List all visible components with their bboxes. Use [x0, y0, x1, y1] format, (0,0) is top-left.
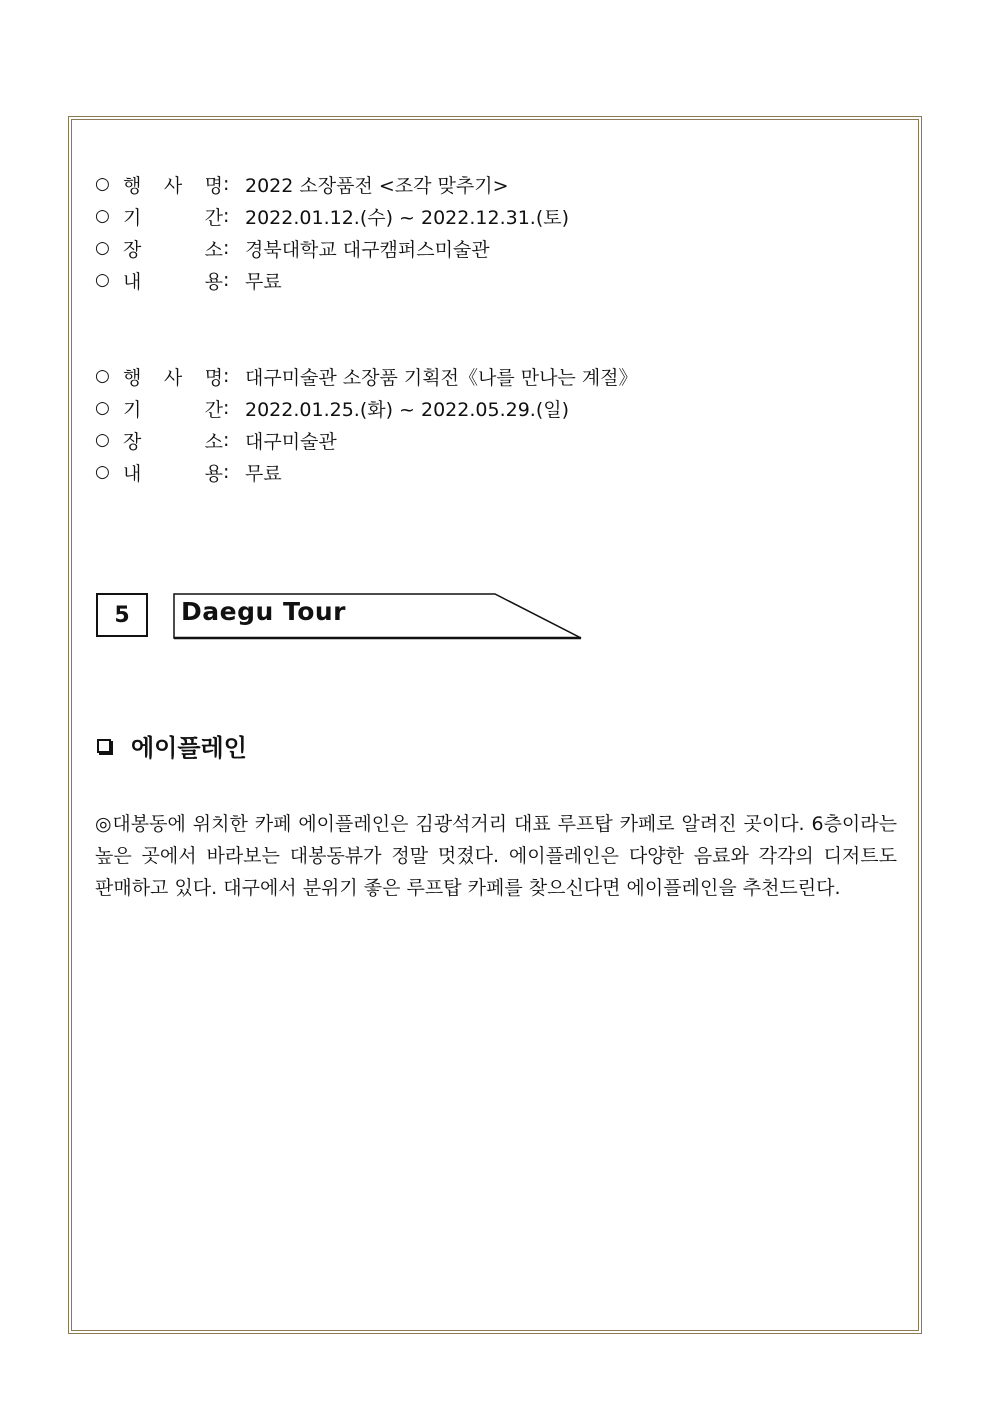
event-row-name: [95, 360, 638, 392]
row-label: 기 간: [123, 206, 223, 229]
circle-bullet-icon: ○: [95, 270, 110, 290]
event-row-place: [95, 424, 638, 456]
row-label: 내 용: [123, 462, 223, 485]
event-period-value: 2022.01.25.(화) ~ 2022.05.29.(일): [245, 398, 570, 421]
row-colon: :: [223, 205, 230, 227]
section-number: 5: [114, 602, 130, 628]
event-place-value: 경북대학교 대구캠퍼스미술관: [245, 238, 490, 261]
square-bullet-icon: [97, 739, 111, 753]
event-info-block-2: [95, 360, 638, 488]
event-name-value: 2022 소장품전 <조각 맞추기>: [245, 174, 509, 197]
circle-bullet-icon: ○: [95, 174, 110, 194]
event-row-period: [95, 200, 569, 232]
row-label: 장 소: [123, 238, 223, 261]
circle-bullet-icon: ○: [95, 366, 110, 386]
row-colon: :: [223, 429, 230, 451]
circle-bullet-icon: ○: [95, 462, 110, 482]
event-row-content: [95, 456, 638, 488]
row-label: 내 용: [123, 270, 223, 293]
circle-bullet-icon: ○: [95, 430, 110, 450]
row-colon: :: [223, 173, 230, 195]
event-row-period: [95, 392, 638, 424]
event-row-name: [95, 168, 569, 200]
circle-bullet-icon: ○: [95, 398, 110, 418]
event-content-value: 무료: [245, 270, 282, 293]
event-row-content: [95, 264, 569, 296]
section-title: Daegu Tour: [181, 597, 347, 626]
circle-bullet-icon: ○: [95, 238, 110, 258]
row-label: 행 사 명: [123, 174, 223, 197]
row-colon: :: [223, 269, 230, 291]
event-place-value: 대구미술관: [245, 430, 337, 453]
row-colon: :: [223, 237, 230, 259]
subheading-text: 에이플레인: [131, 734, 247, 762]
description-paragraph: ◎대봉동에 위치한 카페 에이플레인은 김광석거리 대표 루프탑 카페로 알려진 곳이다. 6층이라는 높은 곳에서 바라보는 대봉동뷰가 정말 멋졌다. 에이플레인은 다양한 음료와 각각의 디저트도 판매하고 있다. 대구에서 분위기 좋은 루프탑 카페를 찾으신다면 에이플레인을 추천드린다.: [95, 813, 897, 899]
event-period-value: 2022.01.12.(수) ~ 2022.12.31.(토): [245, 206, 570, 229]
circle-bullet-icon: ○: [95, 206, 110, 226]
event-row-place: [95, 232, 569, 264]
subheading: [97, 728, 247, 763]
row-label: 기 간: [123, 398, 223, 421]
page-border-inner: [71, 119, 919, 1331]
section-number-box: [96, 593, 148, 637]
event-content-value: 무료: [245, 462, 282, 485]
row-colon: :: [223, 461, 230, 483]
row-label: 행 사 명: [123, 366, 223, 389]
event-info-block-1: [95, 168, 569, 296]
row-colon: :: [223, 365, 230, 387]
event-name-value: 대구미술관 소장품 기획전《나를 만나는 계절》: [245, 366, 638, 389]
row-colon: :: [223, 397, 230, 419]
row-label: 장 소: [123, 430, 223, 453]
